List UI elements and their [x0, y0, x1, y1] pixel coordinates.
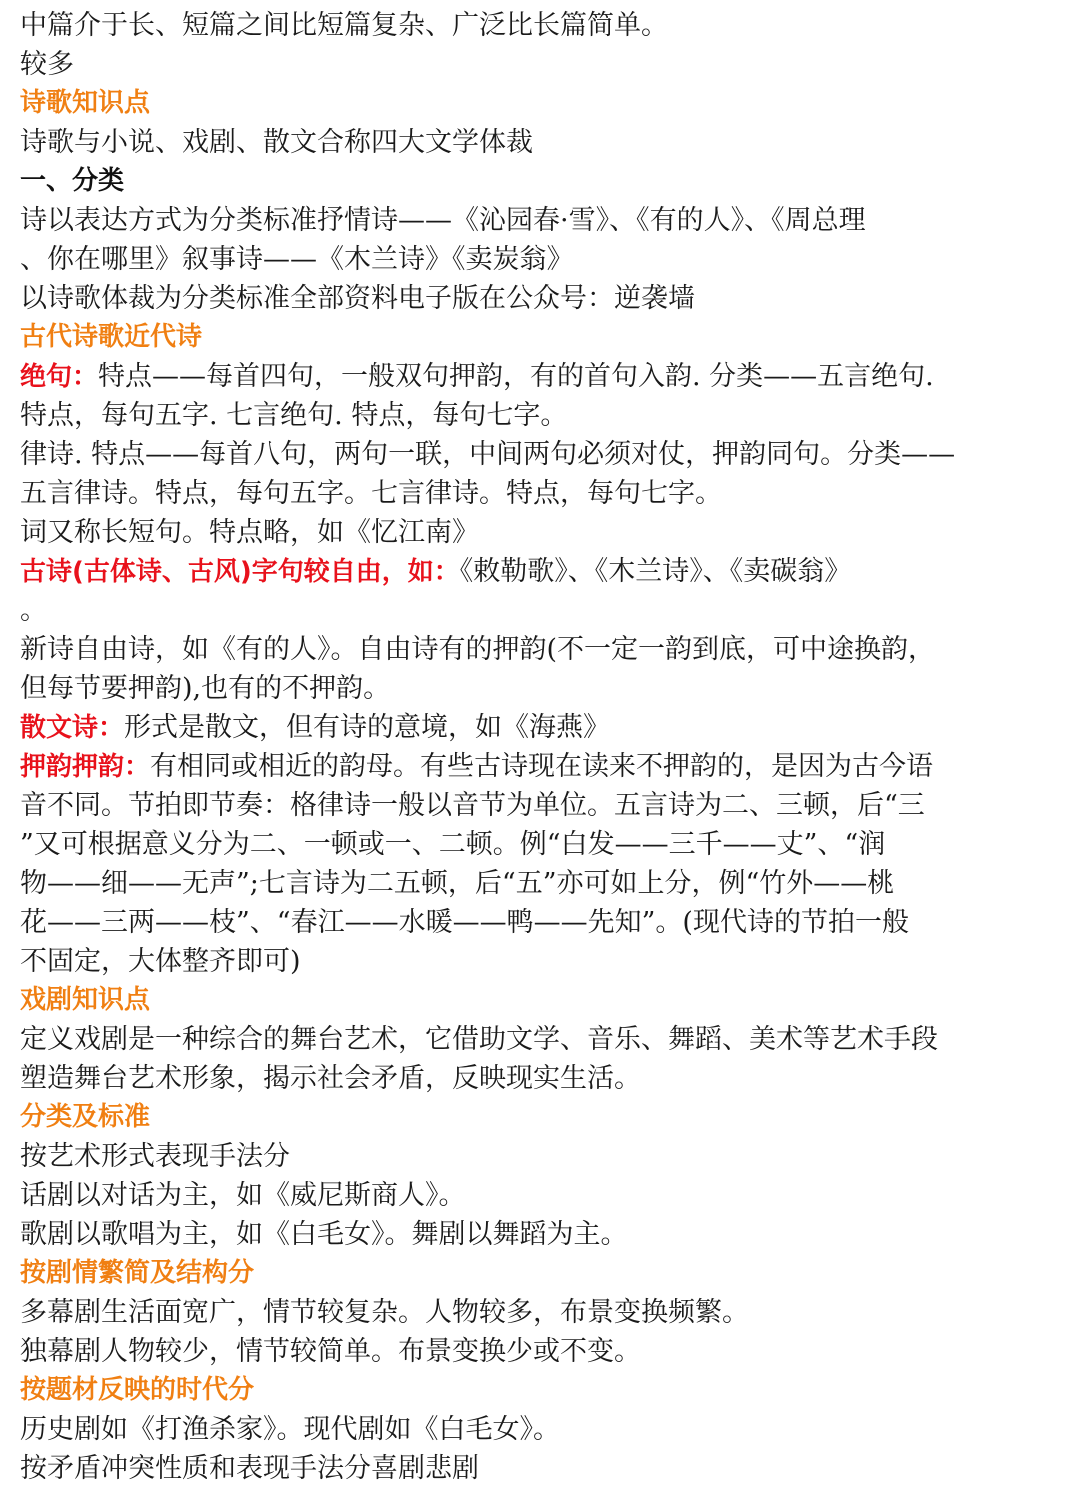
text-line: 花——三两——枝”、“春江——水暖——鸭——先知”。(现代诗的节拍一般 — [20, 907, 909, 938]
text-line-prose-poem — [20, 708, 1062, 747]
text-line: 历史剧如《打渔杀家》。现代剧如《白毛女》。 — [20, 1414, 560, 1445]
text-line: 、你在哪里》叙事诗——《木兰诗》《卖炭翁》 — [20, 244, 574, 275]
text-line: 音不同。节拍即节奏：格律诗一般以音节为单位。五言诗为二、三顿，后“三 — [20, 790, 925, 821]
text-line: 特点，每句五字. 七言绝句. 特点，每句七字。 — [20, 400, 568, 431]
text-line: 独幕剧人物较少，情节较简单。布景变换少或不变。 — [20, 1336, 641, 1367]
text-line: 按艺术形式表现手法分 — [20, 1141, 290, 1172]
text-line: 诗歌与小说、戏剧、散文合称四大文学体裁 — [20, 127, 533, 158]
text-line: 按矛盾冲突性质和表现手法分喜剧悲剧 — [20, 1453, 479, 1484]
text-line: 物——细——无声”;七言诗为二五顿，后“五”亦可如上分，例“竹外——桃 — [20, 868, 895, 899]
term-label: 散文诗： — [20, 713, 125, 743]
text-line: 塑造舞台艺术形象，揭示社会矛盾，反映现实生活。 — [20, 1063, 641, 1094]
term-label: 古诗(古体诗、古风)字句较自由，如： — [20, 557, 460, 587]
text-line: 话剧以对话为主，如《威尼斯商人》。 — [20, 1180, 466, 1211]
term-text: 特点——每首四句，一般双句押韵，有的首句入韵. 分类——五言绝句. — [98, 361, 934, 392]
text-line: 。 — [20, 595, 47, 626]
text-line: 律诗. 特点——每首八句，两句一联，中间两句必须对仗，押韵同句。分类—— — [20, 439, 956, 470]
section-heading-classification: 分类及标准 — [20, 1102, 151, 1132]
text-line: 不固定，大体整齐即可) — [20, 946, 301, 977]
text-line: 诗以表达方式为分类标准抒情诗——《沁园春·雪》、《有的人》、《周总理 — [20, 205, 866, 236]
text-line: 词又称长短句。特点略，如《忆江南》 — [20, 517, 479, 548]
text-line: 多幕剧生活面宽广，情节较复杂。人物较多，布景变换频繁。 — [20, 1297, 749, 1328]
term-text: 形式是散文，但有诗的意境，如《海燕》 — [124, 712, 611, 743]
text-line: 较多 — [20, 49, 74, 80]
text-line: 五言律诗。特点，每句五字。七言律诗。特点，每句七字。 — [20, 478, 722, 509]
text-line-jueju — [20, 357, 1062, 396]
text-line: 歌剧以歌唱为主，如《白毛女》。舞剧以舞蹈为主。 — [20, 1219, 628, 1250]
text-line: 中篇介于长、短篇之间比短篇复杂、广泛比长篇简单。 — [20, 10, 668, 41]
term-label: 绝句： — [20, 362, 99, 392]
term-label: 押韵押韵： — [20, 752, 151, 782]
section-heading-era: 按题材反映的时代分 — [20, 1375, 255, 1405]
text-line-gushi — [20, 552, 1062, 591]
section-heading-drama: 戏剧知识点 — [20, 985, 151, 1015]
text-line-rhyme — [20, 747, 1062, 786]
section-heading-ancient-poetry: 古代诗歌近代诗 — [20, 322, 203, 352]
text-line: 但每节要押韵),也有的不押韵。 — [20, 673, 391, 704]
text-line: 定义戏剧是一种综合的舞台艺术，它借助文学、音乐、舞蹈、美术等艺术手段 — [20, 1024, 938, 1055]
subheading-classification: 一、分类 — [20, 166, 125, 196]
document-page — [20, 6, 1062, 1488]
term-text: 《敕勒歌》、《木兰诗》、《卖碳翁》 — [459, 556, 852, 587]
section-heading-plot-structure: 按剧情繁简及结构分 — [20, 1258, 255, 1288]
text-line: ”又可根据意义分为二、一顿或一、二顿。例“白发——三千——丈”、“润 — [20, 829, 886, 860]
term-text: 有相同或相近的韵母。有些古诗现在读来不押韵的，是因为古今语 — [150, 751, 934, 782]
section-heading-poetry: 诗歌知识点 — [20, 88, 151, 118]
text-line: 新诗自由诗，如《有的人》。自由诗有的押韵(不一定一韵到底，可中途换韵， — [20, 634, 936, 665]
text-line: 以诗歌体裁为分类标准全部资料电子版在公众号：逆袭墙 — [20, 283, 695, 314]
